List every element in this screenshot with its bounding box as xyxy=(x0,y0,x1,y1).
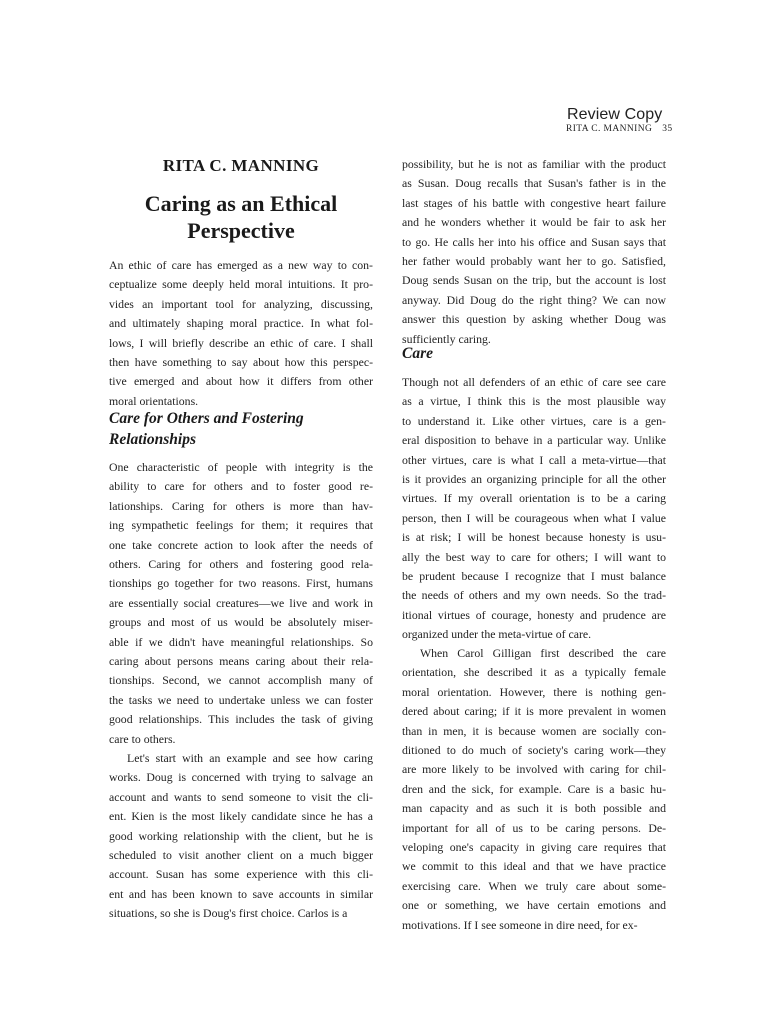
text-line: When Carol Gilligan first described the care xyxy=(420,646,666,660)
text-line: the needs of others and my own needs. So the trad- xyxy=(402,588,666,603)
paragraph-care-virtue xyxy=(402,373,666,645)
text-line: than in men, it is because women are socially con- xyxy=(402,723,666,738)
text-line: are more likely to be involved with caring for chil- xyxy=(402,762,666,777)
title-line-2: Perspective xyxy=(187,218,295,243)
text-line: virtues. If my overall orientation is to be a caring xyxy=(402,491,666,506)
text-line: caring about persons means caring about their rela- xyxy=(109,654,373,669)
text-line: ability to care for others and to foster good re- xyxy=(109,479,373,494)
heading-line-1: Care for Others and Fostering xyxy=(109,410,304,427)
text-line: ally the best way to care for others; I will want to xyxy=(402,549,666,564)
text-line: moral orientation. However, there is nothing gen- xyxy=(402,684,666,699)
text-line: ent. Kien is the most likely candidate since he has a xyxy=(109,809,373,824)
text-line: motivations. If I see someone in dire need, for ex- xyxy=(402,917,638,932)
text-line: good relationships. This includes the task of giving xyxy=(109,712,373,727)
text-line: vides an important tool for analyzing, discussing, xyxy=(109,296,373,311)
text-line: one or something, we have certain emotions and xyxy=(402,898,666,913)
text-line: Though not all defenders of an ethic of care see care xyxy=(402,375,666,389)
paragraph-doug-continued xyxy=(402,155,666,349)
text-line: One characteristic of people with integrity is the xyxy=(109,460,373,474)
text-line: ceptualize some deeply held moral intuitions. It pro- xyxy=(109,277,373,292)
text-line: and he wonders whether it would be fair to ask her xyxy=(402,215,666,230)
text-line: veloping one's capacity in giving care requires that xyxy=(402,840,666,855)
text-line: lows, I will briefly describe an ethic of care. I shall xyxy=(109,335,373,350)
text-line: is it provides an organizing principle for all the other xyxy=(402,472,666,487)
text-line: last stages of his battle with congestive heart failure xyxy=(402,195,666,210)
intro-paragraph xyxy=(109,256,373,411)
text-line: An ethic of care has emerged as a new way to con- xyxy=(109,258,373,272)
section-heading-care-for-others xyxy=(109,408,373,450)
text-line: Let's start with an example and see how caring xyxy=(127,751,373,765)
running-head xyxy=(566,124,673,134)
text-line: others. Caring for others and fostering good rela- xyxy=(109,557,373,572)
text-line: is at risk; I will be honest because honesty is usu- xyxy=(402,530,666,545)
text-line: to understand it. Like other virtues, care is a gen- xyxy=(402,413,666,428)
text-line: works. Doug is concerned with trying to salvage an xyxy=(109,770,373,785)
page-number: 35 xyxy=(662,124,673,134)
text-line: be prudent because I recognize that I must balance xyxy=(402,569,666,584)
paragraph-gilligan xyxy=(402,644,666,935)
heading-line-2: Relationships xyxy=(109,431,196,448)
text-line: tionships go together for two reasons. First, humans xyxy=(109,576,373,591)
text-line: possibility, but he is not as familiar with the product xyxy=(402,157,666,171)
article-title xyxy=(109,190,373,244)
text-line: situations, so she is Doug's first choice. Carlos is a xyxy=(109,906,348,921)
text-line: dered about caring; if it is more prevalent in women xyxy=(402,704,666,719)
title-line-1: Caring as an Ethical xyxy=(144,191,338,216)
text-line: exercising care. When we truly care about some- xyxy=(402,878,666,893)
text-line: anyway. Did Doug do the right thing? We can now xyxy=(402,292,666,307)
text-line: ditioned to do much of society's caring work—they xyxy=(402,743,666,758)
text-line: one take concrete action to look after the needs of xyxy=(109,537,373,552)
text-line: person, then I will be courageous when what I value xyxy=(402,510,666,525)
text-line: orientation, she described it as a typically female xyxy=(402,665,666,680)
article-author: RITA C. MANNING xyxy=(162,156,320,175)
text-line: important for all of us to be caring persons. De- xyxy=(402,820,666,835)
text-line: the tasks we need to undertake unless we can foster xyxy=(109,692,373,707)
text-line: man capacity and as such it is both possible and xyxy=(402,801,666,816)
text-line: her father would probably want her to go. Satisfied, xyxy=(402,254,666,269)
text-line: as Susan. Doug recalls that Susan's father is in the xyxy=(402,176,666,191)
text-line: groups and most of us would be absolutely miser- xyxy=(109,615,373,630)
text-line: as a virtue, I think this is the most plausible way xyxy=(402,394,666,409)
text-line: then have something to say about how this perspec- xyxy=(109,355,373,370)
text-line: Doug sends Susan on the trip, but the account is lost xyxy=(402,273,666,288)
text-line: moral orientations. xyxy=(109,393,199,408)
text-line: ing sympathetic feelings for them; it requires that xyxy=(109,518,373,533)
running-head-author: RITA C. MANNING xyxy=(566,124,653,134)
text-line: care to others. xyxy=(109,731,176,746)
text-line: organized under the meta-virtue of care. xyxy=(402,627,592,642)
text-line: good working relationship with the client, but he is xyxy=(109,828,373,843)
text-line: answer this question by asking whether Doug was xyxy=(402,312,666,327)
paragraph-integrity xyxy=(109,458,373,749)
text-line: tionships. Second, we cannot accomplish many of xyxy=(109,673,373,688)
text-line: tive emerged and about how it differs from other xyxy=(109,374,373,389)
text-line: are essentially social creatures—we live and work in xyxy=(109,595,373,610)
text-line: ent and has been known to save accounts in similar xyxy=(109,886,373,901)
text-line: dren and the sick, for example. Care is a basic hu- xyxy=(402,781,666,796)
text-line: account and wants to send someone to visit the cli- xyxy=(109,789,373,804)
text-line: other virtues, care is what I call a meta-virtue—that xyxy=(402,452,666,467)
paragraph-doug-example xyxy=(109,749,373,924)
review-copy-stamp: Review Copy xyxy=(567,106,663,123)
text-line: we commit to this ideal and that we have practice xyxy=(402,859,666,874)
text-line: itional virtues of courage, honesty and prudence are xyxy=(402,607,666,622)
text-line: able if we didn't have meaningful relationships. So xyxy=(109,634,373,649)
text-line: sufficiently caring. xyxy=(402,331,491,346)
text-line: account. Susan has some experience with this cli- xyxy=(109,867,373,882)
section-heading-care: Care xyxy=(402,345,433,362)
text-line: to go. He calls her into his office and Susan says that xyxy=(402,234,666,249)
text-line: and ultimately shaping moral practice. In what fol- xyxy=(109,316,373,331)
text-line: scheduled to visit another client on a much bigger xyxy=(109,848,373,863)
text-line: eral disposition to behave in a particular way. Unlike xyxy=(402,433,666,448)
text-line: lationships. Caring for others is more than hav- xyxy=(109,498,373,513)
